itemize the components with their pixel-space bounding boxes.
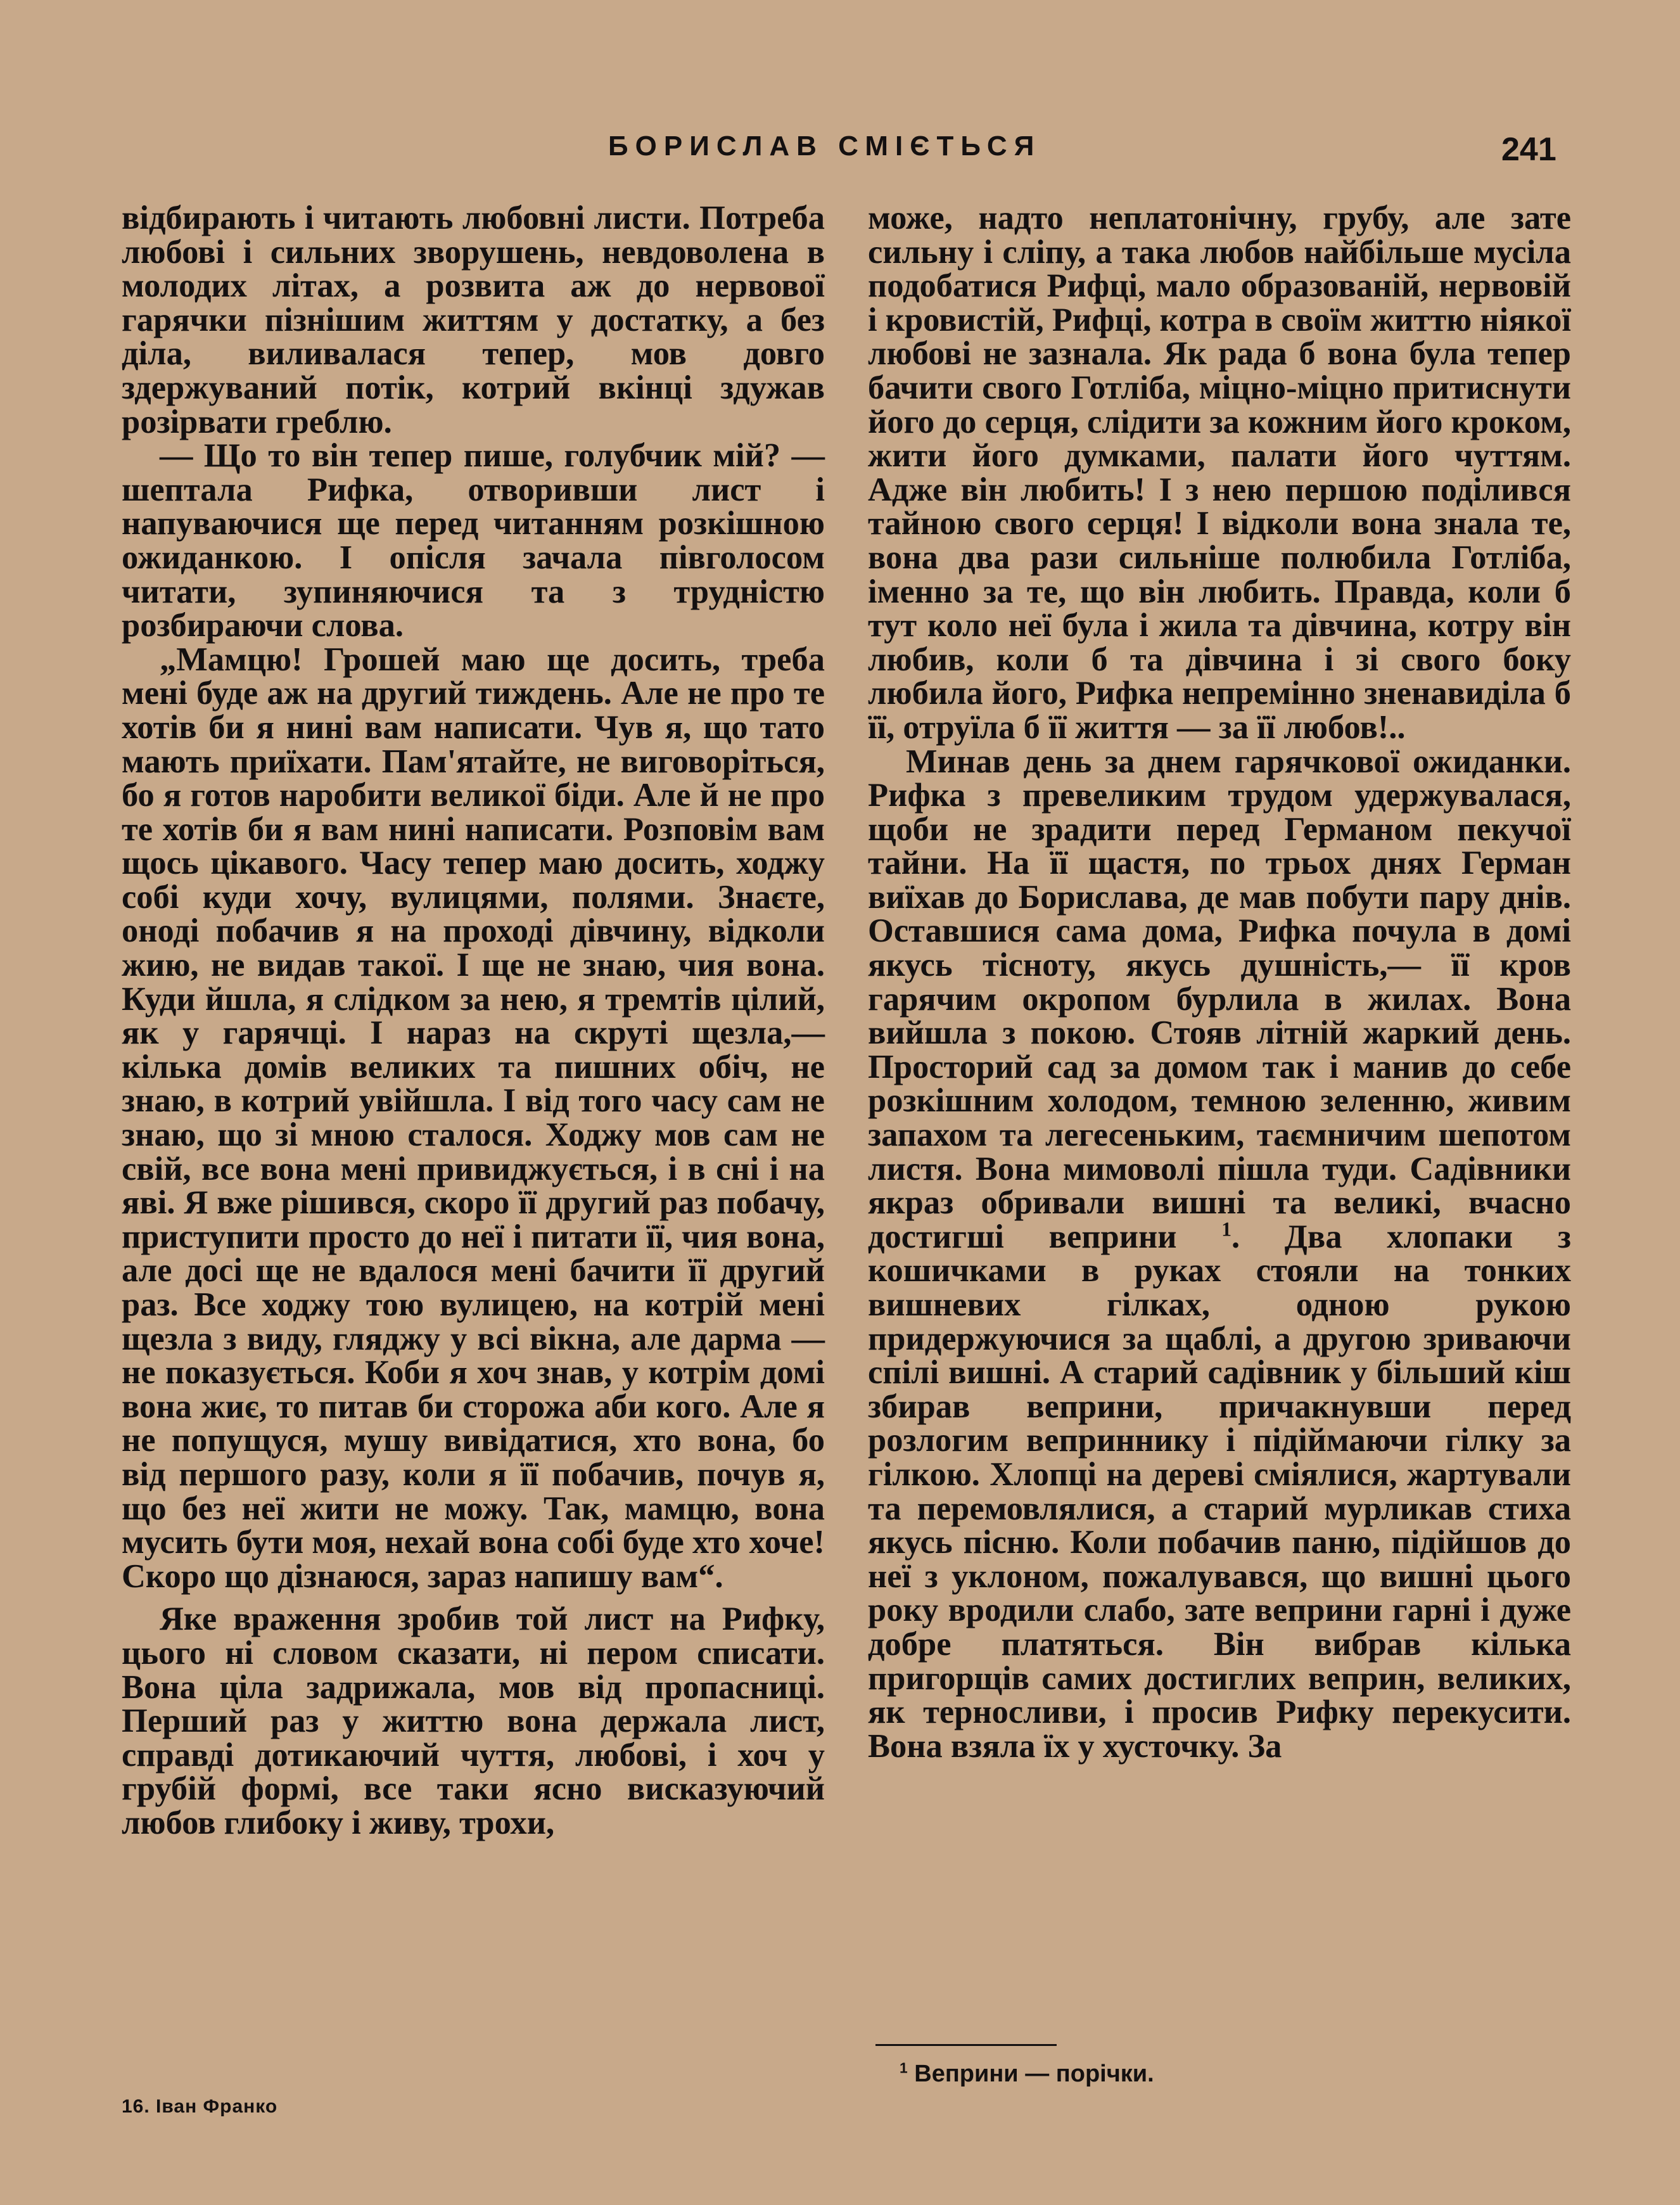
paragraph: Яке враження зробив той лист на Рифку, цього ні словом сказати, ні пером списати. Вона ціла задрижала, мов від пропасниці. Перший раз у життю вона держала лист, справді дотикаючий чуття, любові, і хоч у грубій формі, все таки ясно висказуючий любов глибоку і живу, трохи, [122, 1601, 825, 1841]
page-number: 241 [1501, 131, 1556, 168]
footnote-text: Веприни — порічки. [914, 2061, 1154, 2087]
right-column [868, 201, 1571, 1763]
paragraph-text: Два хлопаки з кошичками в руках стояли на тонких вишневих гілках, одною рукою придержуючися за щаблі, а другою зриваючи спілі вишні. А старий садівник у більший кіш збирав веприни, причакнувши перед розлогим веприннику і підіймаючи гілку за гілкою. Хлопці на дереві сміялися, жартували та перемовлялися, а старий мурликав стиха якусь пісню. Коли побачив паню, підійшов до неї з уклоном, пожалувався, що вишні цього року вродили слабо, зате веприни гарні і дуже добре платяться. Він вибрав кілька пригорщів самих достиглих веприн, великих, як терносливи, і просив Рифку перекусити. Вона взяла їх у хусточку. За [868, 1218, 1571, 1765]
signature-mark: 16. Іван Франко [122, 2096, 278, 2117]
paragraph-text: Минав день за днем гарячкової ожиданки. Рифка з превеликим трудом удержувалася, щоби не зрадити перед Германом пекучої тайни. На її щастя, по трьох днях Герман виїхав до Борислава, де мав побути пару днів. Оставшися сама дома, Рифка почула в домі якусь тісноту, якусь душність,— її кров гарячим окропом бурлила в жилах. Вона вийшла з покою. Стояв літній жаркий день. Просторий сад за домом так і манив до себе розкішним холодом, темною зеленню, живим запахом та легесеньким, таємничим шепотом листя. Вона мимоволі пішла туди. Садівники якраз обривали вишні та великі, вчасно достигші веприни [868, 743, 1571, 1255]
paragraph: — Що то він тепер пише, голубчик мій? — шептала Рифка, отворивши лист і напуваючися ще перед читанням розкішною ожиданкою. І опісля зачала півголосом читати, зупиняючися та з трудністю розбираючи слова. [122, 437, 825, 644]
paragraph: Минав день за днем гарячкової ожиданки. Рифка з превеликим трудом удержувалася, щоби не зрадити перед Германом пекучої тайни. На її щастя, по трьох днях Герман виїхав до Борислава, де мав побути пару днів. Оставшися сама дома, Рифка почула в домі якусь тісноту, якусь душність,— її кров гарячим окропом бурлила в жилах. Вона вийшла з покою. Стояв літній жаркий день. Просторий сад за домом так і манив до себе розкішним холодом, темною зеленню, живим запахом та легесеньким, таємничим шепотом листя. Вона мимоволі пішла туди. Садівники якраз обривали вишні та великі, вчасно достигші веприни $^1$. Два хлопаки з кошичками в руках стояли на тонких вишневих гілках, одною рукою придержуючися за щаблі, а другою зриваючи спілі вишні. А старий садівник у більший кіш збирав веприни, причакнувши перед розлогим веприннику і підіймаючи гілку за гілкою. Хлопці на дереві сміялися, жартували та перемовлялися, а старий мурликав стиха якусь пісню. Коли побачив паню, підійшов до неї з уклоном, пожалувався, що вишні цього року вродили слабо, зате веприни гарні і дуже добре платяться. Він вибрав кілька пригорщів самих достиглих веприн, великих, як терносливи, і просив Рифку перекусити. Вона взяла їх у хусточку. За [868, 743, 1571, 1765]
left-column [122, 201, 825, 1841]
footnote [900, 2061, 1154, 2088]
paragraph: відбирають і читають любовні листи. Потреба любові і сильних зворушень, невдоволена в молодих літах, а розвита аж до нервової гарячки пізнішим життям у достатку, а без діла, виливалася тепер, мов довго здержуваний потік, котрий вкінці здужав розірвати греблю. [122, 200, 825, 440]
paragraph: „Мамцю! Грошей маю ще досить, треба мені буде аж на другий тиждень. Але не про те хотів би я нині вам написати. Чув я, що тато мають приїхати. Пам'ятайте, не виговоріться, бо я готов наробити великої біди. Але й не про те хотів би я вам нині написати. Розповім вам щось цікавого. Часу тепер маю досить, ходжу собі куди хочу, вулицями, полями. Знаєте, оноді побачив я на проході дівчину, відколи жию, не видав такої. І ще не знаю, чия вона. Куди йшла, я слідком за нею, я тремтів цілий, як у гарячці. І нараз на скруті щезла,— кілька домів великих та пишних обіч, не знаю, в котрий увійшла. І від того часу сам не знаю, що зі мною сталося. Ходжу мов сам не свій, все вона мені привиджується, і в сні і на яві. Я вже рішився, скоро її другий раз побачу, приступити просто до неї і питати її, чия вона, але досі ще не вдалося мені бачити її другий раз. Все ходжу тою вулицею, на котрій мені щезла з виду, гляджу у всі вікна, але дарма — не показується. Коби я хоч знав, у котрім домі вона жиє, то питав би сторожа аби кого. Але я не попущуся, мушу вивідатися, хто вона, бо від першого разу, коли я її побачив, почув я, що без неї жити не можу. Так, мамцю, вона мусить бути моя, нехай вона собі буде хто хоче! Скоро що дізнаюся, зараз напишу вам“. [122, 641, 825, 1595]
running-head-title: БОРИСЛАВ СМІЄТЬСЯ [608, 131, 1041, 162]
footnote-reference: 1 [1221, 1218, 1231, 1241]
paragraph: може, надто неплатонічну, грубу, але зате сильну і сліпу, а така любов найбільше мусіла подобатися Рифці, мало образованій, нервовій і кровистій, Рифці, котра в своїм життю ніякої любові не зазнала. Як рада б вона була тепер бачити свого Готліба, міцно-міцно притиснути його до серця, слідити за кожним його кроком, жити його думками, палати його чуттям. Адже він любить! І з нею першою поділився тайною свого серця! І відколи вона знала те, вона два рази сильніше полюбила Готліба, іменно за те, що він любить. Правда, коли б тут коло неї була і жила та дівчина, котру він любив, коли б та дівчина і зі свого боку любила його, Рифка непремінно зненавиділа б її, отруїла б її життя — за її любов!.. [868, 200, 1571, 746]
footnote-marker: 1 [900, 2059, 908, 2076]
footnote-divider [875, 2044, 1057, 2046]
